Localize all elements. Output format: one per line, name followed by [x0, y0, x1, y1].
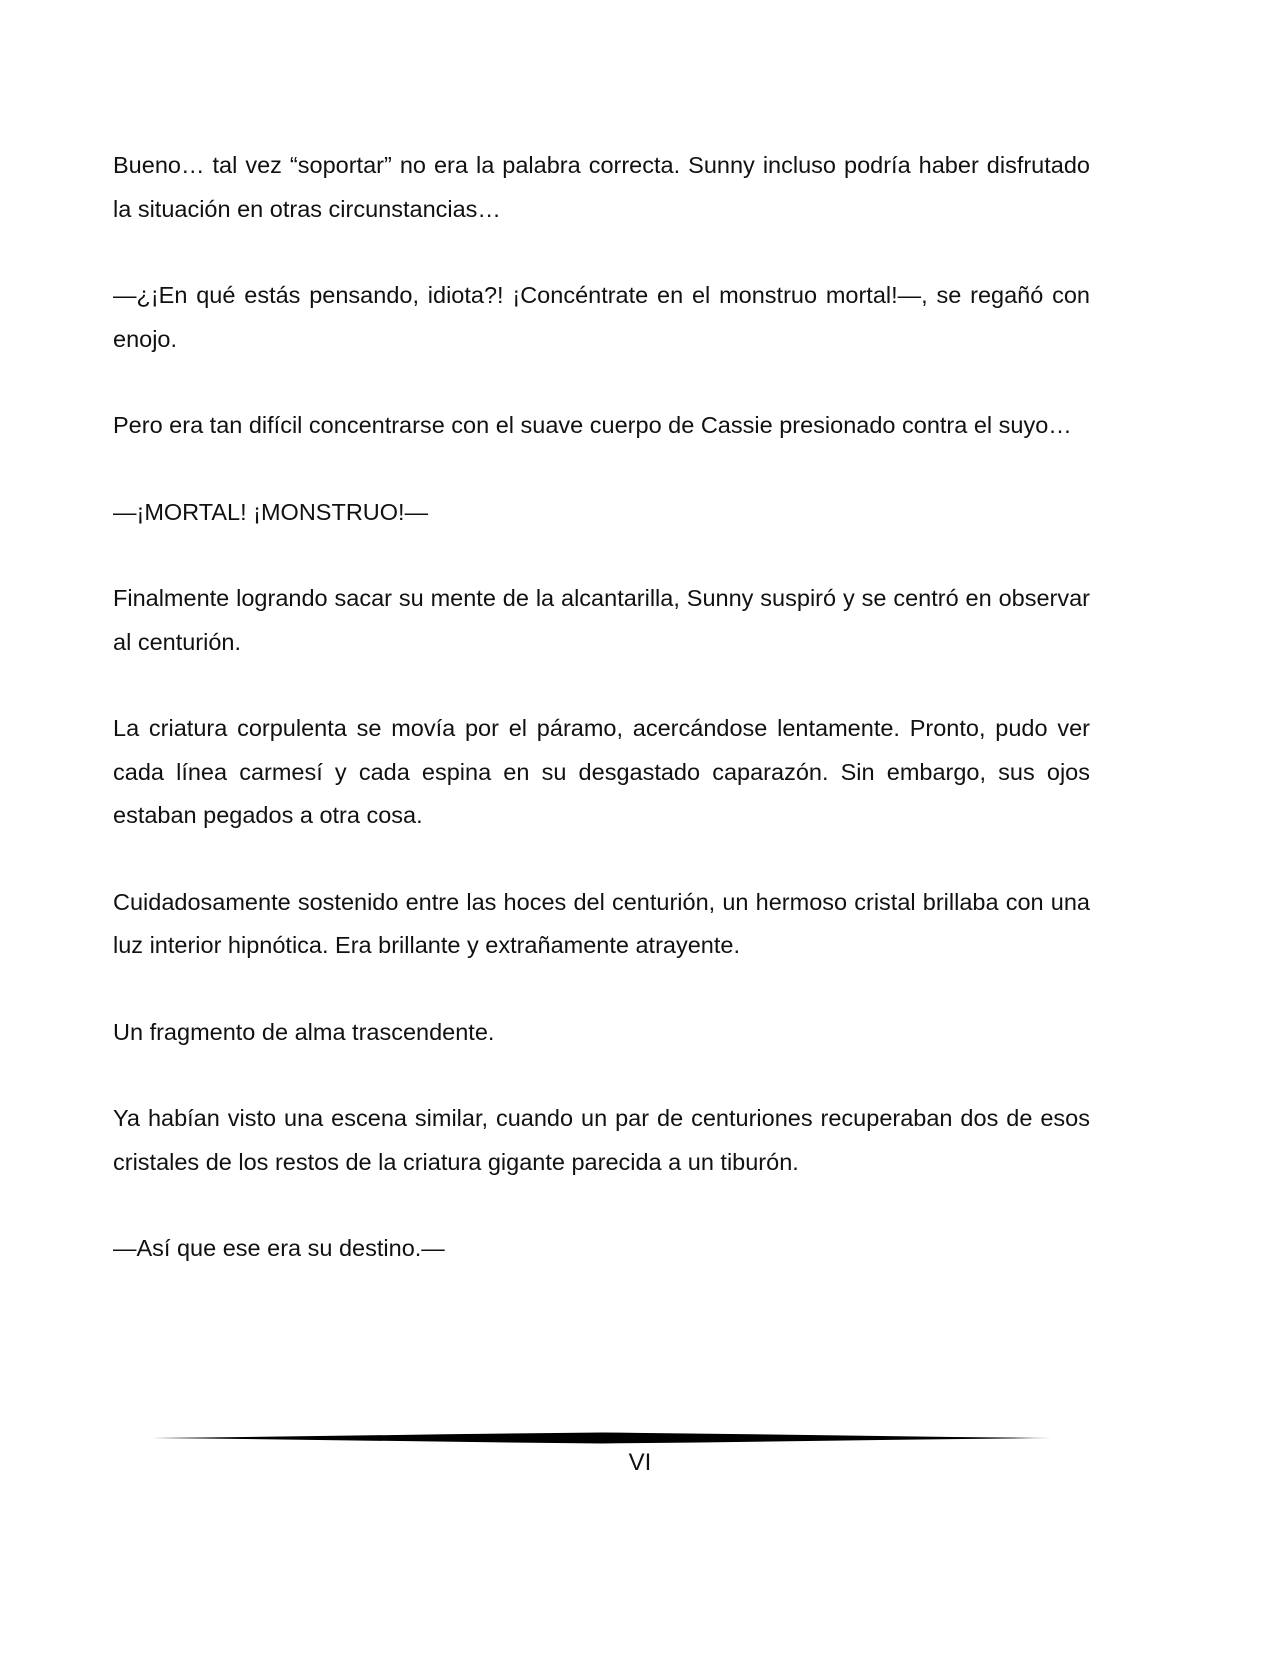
paragraph-2: —¿¡En qué estás pensando, idiota?! ¡Concéntrate en el monstruo mortal!—, se regañó con enojo. [113, 282, 1090, 352]
paragraph-6: La criatura corpulenta se movía por el páramo, acercándose lentamente. Pronto, pudo ver cada línea carmesí y cada espina en su desgastado caparazón. Sin embargo, sus ojos estaban pegados a otra cosa. [113, 715, 1090, 828]
footer-divider [152, 1431, 1052, 1445]
paragraph-7: Cuidadosamente sostenido entre las hoces del centurión, un hermoso cristal brillaba con una luz interior hipnótica. Era brillante y extrañamente atrayente. [113, 888, 1090, 958]
page-number: VI [628, 1449, 652, 1476]
text-body [113, 144, 1090, 1314]
paragraph-3: Pero era tan difícil concentrarse con el suave cuerpo de Cassie presionado contra el suyo… [113, 412, 1072, 438]
paragraph-5: Finalmente logrando sacar su mente de la alcantarilla, Sunny suspiró y se centró en observar al centurión. [113, 585, 1090, 655]
footer-divider-swash [152, 1433, 1052, 1444]
paragraph-1: Bueno… tal vez “soportar” no era la palabra correcta. Sunny incluso podría haber disfrutado la situación en otras circunstancias… [113, 152, 1090, 222]
paragraph-10: —Así que ese era su destino.— [113, 1235, 445, 1261]
paragraph-9: Ya habían visto una escena similar, cuando un par de centuriones recuperaban dos de esos cristales de los restos de la criatura gigante parecida a un tiburón. [113, 1105, 1090, 1175]
paragraph-4: —¡MORTAL! ¡MONSTRUO!— [113, 498, 429, 525]
paragraph-8: Un fragmento de alma trascendente. [113, 1018, 495, 1045]
